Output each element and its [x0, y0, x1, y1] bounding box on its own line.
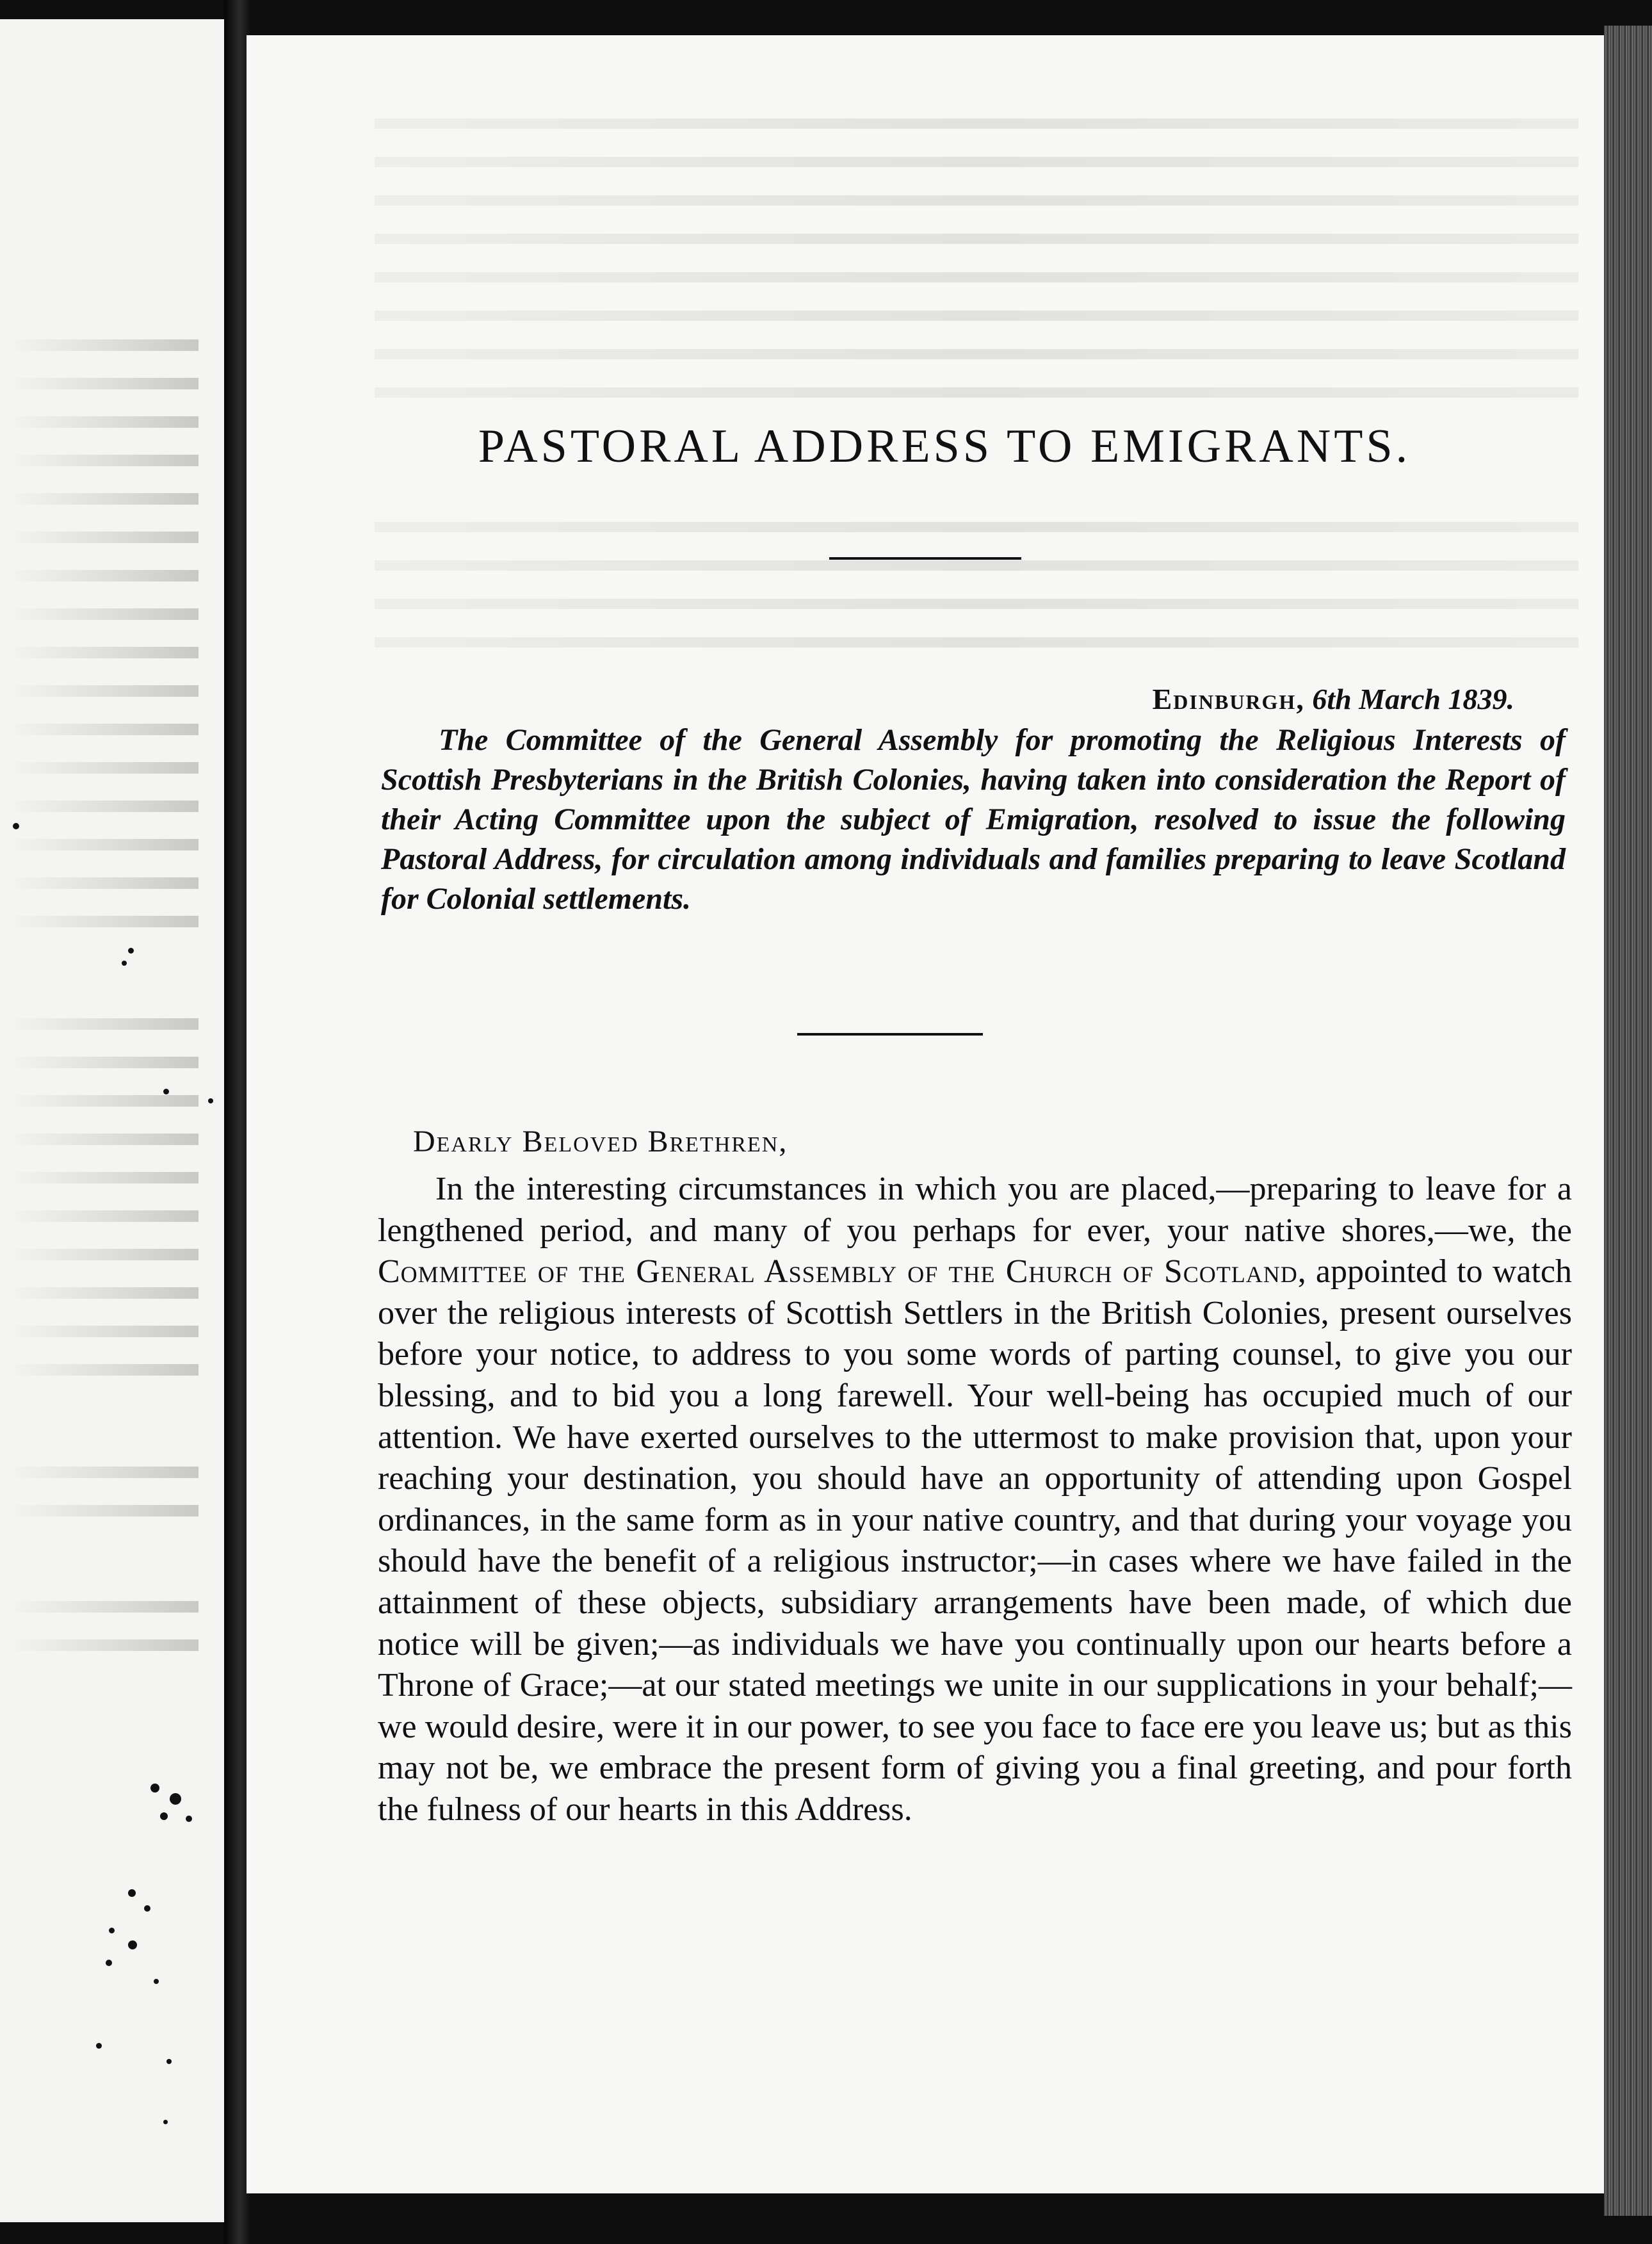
ink-speck [186, 1816, 192, 1822]
dateline [1153, 682, 1514, 716]
ink-speck [128, 948, 134, 954]
facing-page-text-line [6, 455, 198, 466]
facing-page-text-line [6, 647, 198, 658]
show-through-line [375, 118, 1578, 129]
facing-page-text-line [6, 608, 198, 620]
show-through-line [375, 195, 1578, 206]
facing-page-text-line [6, 762, 198, 774]
show-through-line [375, 349, 1578, 359]
facing-page-text-line [6, 1018, 198, 1030]
facing-page-text-line [6, 801, 198, 812]
facing-page-text-line [6, 877, 198, 889]
ink-speck [150, 1784, 159, 1793]
facing-page-text-line [6, 1467, 198, 1478]
committee-name: Committee of the General Assembly of the Church of Scotland [378, 1253, 1298, 1290]
show-through-line [375, 560, 1578, 571]
facing-page-edge [0, 19, 228, 2222]
ink-speck [166, 2059, 172, 2064]
ink-speck [154, 1979, 159, 1984]
show-through-line [375, 157, 1578, 167]
show-through-line [375, 311, 1578, 321]
facing-page-text-line [6, 1639, 198, 1651]
facing-page-text-line [6, 378, 198, 389]
show-through-line [375, 234, 1578, 244]
address-body [378, 1169, 1572, 1831]
book-page [247, 35, 1604, 2193]
show-through-line [375, 522, 1578, 532]
facing-page-text-line [6, 1095, 198, 1107]
facing-page-text-line [6, 1326, 198, 1337]
ink-speck [144, 1905, 150, 1912]
facing-page-text-line [6, 1505, 198, 1516]
facing-page-text-line [6, 416, 198, 428]
show-through-line [375, 637, 1578, 647]
ink-speck [13, 823, 19, 829]
facing-page-text-line [6, 724, 198, 735]
facing-page-text-line [6, 685, 198, 697]
dateline-date: 6th March 1839. [1312, 683, 1514, 715]
title-rule [829, 557, 1021, 560]
facing-page-text-line [6, 1134, 198, 1145]
ink-speck [122, 961, 127, 966]
facing-page-text-line [6, 570, 198, 581]
facing-page-text-line [6, 916, 198, 927]
facing-page-text-line [6, 532, 198, 543]
page-title: PASTORAL ADDRESS TO EMIGRANTS. [478, 420, 1411, 473]
show-through-line [375, 272, 1578, 282]
section-rule [797, 1033, 983, 1036]
facing-page-text-line [6, 339, 198, 351]
book-gutter [224, 0, 250, 2244]
facing-page-text-line [6, 1057, 198, 1068]
dateline-place: Edinburgh, [1152, 683, 1305, 715]
salutation: Dearly Beloved Brethren, [413, 1125, 788, 1159]
ink-speck [208, 1098, 213, 1103]
ink-speck [163, 2120, 168, 2124]
facing-page-text-line [6, 1601, 198, 1613]
facing-page-text-line [6, 1287, 198, 1299]
facing-page-text-line [6, 1249, 198, 1260]
ink-speck [128, 1940, 137, 1949]
ink-speck [128, 1889, 136, 1897]
committee-resolution: The Committee of the General Assembly for promoting the Religious Interests of Scottish Presbyterians in the British Colonies, having taken into consideration the Report of their Acting Committee upon the subject of Emigration, resolved to issue the following Pastoral Address, for circulation among individuals and families preparing to leave Scotland for Colonial settlements. [381, 723, 1566, 916]
facing-page-text-line [6, 839, 198, 850]
ink-speck [170, 1793, 181, 1805]
facing-page-text-line [6, 493, 198, 505]
facing-page-text-line [6, 1364, 198, 1376]
ink-speck [160, 1812, 168, 1820]
address-body-part-2: , appointed to watch over the religious interests of Scottish Settlers in the British Colonies, present ourselves before your notice, to address to you some words of parting counsel, to give you our blessing, and to bid you a long farewell. Your well-being has occupied much of our attention. We have exerted ourselves to the uttermost to make provision that, upon your reaching your destination, you should have an opportunity of attending upon Gospel ordinances, in the same form as in your native country, and that during your voyage you should have the benefit of a religious instructor;—in cases where we have failed in the attainment of these objects, subsidiary arrangements have been made, of which due notice will be given;—as individuals we have you continually upon our hearts before a Throne of Grace;—at our stated meetings we unite in our supplications in your behalf;—we would desire, were it in our power, to see you face to face ere you leave us; but as this may not be, we embrace the present form of giving you a final greeting, and pour forth the fulness of our hearts in this Address. [378, 1253, 1572, 1828]
facing-page-text-line [6, 1210, 198, 1222]
show-through-line [375, 387, 1578, 398]
address-body-part-1: In the interesting circumstances in which you are placed,—preparing to leave for a lengthened period, and many of you perhaps for ever, your native shores,—we, the [378, 1171, 1572, 1249]
ink-speck [109, 1928, 115, 1933]
ink-speck [163, 1089, 169, 1094]
page-stack-edge [1604, 26, 1652, 2216]
ink-speck [106, 1960, 112, 1966]
ink-speck [96, 2043, 102, 2049]
show-through-line [375, 599, 1578, 609]
facing-page-text-line [6, 1172, 198, 1183]
